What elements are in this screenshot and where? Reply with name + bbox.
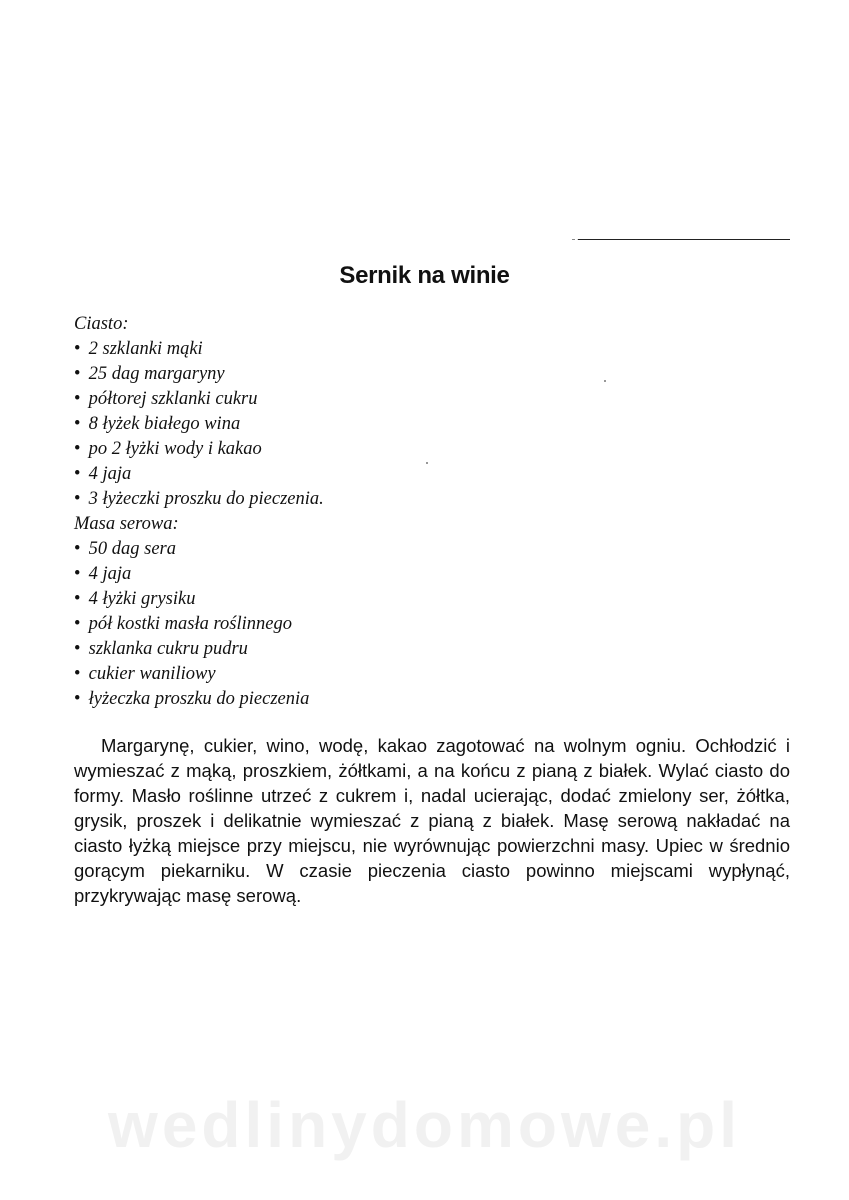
bullet-icon: • bbox=[74, 614, 81, 634]
cheese-label: Masa serowa: bbox=[74, 514, 179, 534]
ingredient-text: 8 łyżek białego wina bbox=[88, 414, 241, 434]
scan-speck bbox=[604, 380, 606, 382]
list-item bbox=[74, 537, 634, 562]
ingredient-text: 4 łyżki grysiku bbox=[88, 589, 196, 609]
list-item bbox=[74, 562, 634, 587]
list-item bbox=[74, 412, 634, 437]
dough-label: Ciasto: bbox=[74, 314, 129, 334]
ingredient-text: 25 dag margaryny bbox=[88, 364, 225, 384]
ingredient-text: łyżeczka proszku do pieczenia bbox=[88, 689, 310, 709]
list-item bbox=[74, 437, 634, 462]
ingredient-text: cukier waniliowy bbox=[88, 664, 216, 684]
ingredient-text: po 2 łyżki wody i kakao bbox=[88, 439, 262, 459]
list-item bbox=[74, 487, 634, 512]
bullet-icon: • bbox=[74, 539, 81, 559]
bullet-icon: • bbox=[74, 364, 81, 384]
ingredient-text: półtorej szklanki cukru bbox=[88, 389, 258, 409]
cheese-ingredient-list bbox=[74, 537, 634, 712]
header-rule bbox=[578, 239, 790, 240]
list-item bbox=[74, 337, 634, 362]
recipe-instructions: Margarynę, cukier, wino, wodę, kakao zagotować na wolnym ogniu. Ochłodzić i wymieszać z mąką, proszkiem, żółtkami, a na końcu z pianą z białek. Wylać ciasto do formy. Masło roślinne utrzeć z cukrem i, nadal ucierając, dodać zmielony ser, żółtka, grysik, proszek i delikatnie wymieszać z pianą z białek. Masę serową nakładać na ciasto łyżką miejsce przy miejscu, nie wyrównując powierzchni masy. Upiec w średnio gorącym piekarniku. W czasie pieczenia ciasto powinno miejscami wypłynąć, przykrywając masę serową. bbox=[74, 735, 790, 906]
bullet-icon: • bbox=[74, 339, 81, 359]
bullet-icon: • bbox=[74, 664, 81, 684]
bullet-icon: • bbox=[74, 589, 81, 609]
scan-speck bbox=[426, 462, 428, 464]
bullet-icon: • bbox=[74, 689, 81, 709]
bullet-icon: • bbox=[74, 489, 81, 509]
ingredient-text: szklanka cukru pudru bbox=[88, 639, 248, 659]
list-item bbox=[74, 687, 634, 712]
ingredient-text: 3 łyżeczki proszku do pieczenia. bbox=[88, 489, 324, 509]
ingredient-text: pół kostki masła roślinnego bbox=[88, 614, 292, 634]
list-item bbox=[74, 637, 634, 662]
list-item bbox=[74, 662, 634, 687]
bullet-icon: • bbox=[74, 414, 81, 434]
list-item bbox=[74, 387, 634, 412]
bullet-icon: • bbox=[74, 464, 81, 484]
ingredient-text: 4 jaja bbox=[88, 464, 132, 484]
list-item bbox=[74, 587, 634, 612]
bullet-icon: • bbox=[74, 639, 81, 659]
list-item bbox=[74, 612, 634, 637]
ingredients-section bbox=[74, 312, 634, 712]
list-item bbox=[74, 362, 634, 387]
bullet-icon: • bbox=[74, 439, 81, 459]
ingredient-text: 2 szklanki mąki bbox=[88, 339, 203, 359]
watermark: wedlinydomowe.pl bbox=[108, 1089, 741, 1161]
bullet-icon: • bbox=[74, 564, 81, 584]
dough-ingredient-list bbox=[74, 337, 634, 512]
list-item bbox=[74, 462, 634, 487]
ingredient-text: 4 jaja bbox=[88, 564, 132, 584]
bullet-icon: • bbox=[74, 389, 81, 409]
ingredient-text: 50 dag sera bbox=[88, 539, 176, 559]
recipe-title: Sernik na winie bbox=[339, 262, 510, 289]
